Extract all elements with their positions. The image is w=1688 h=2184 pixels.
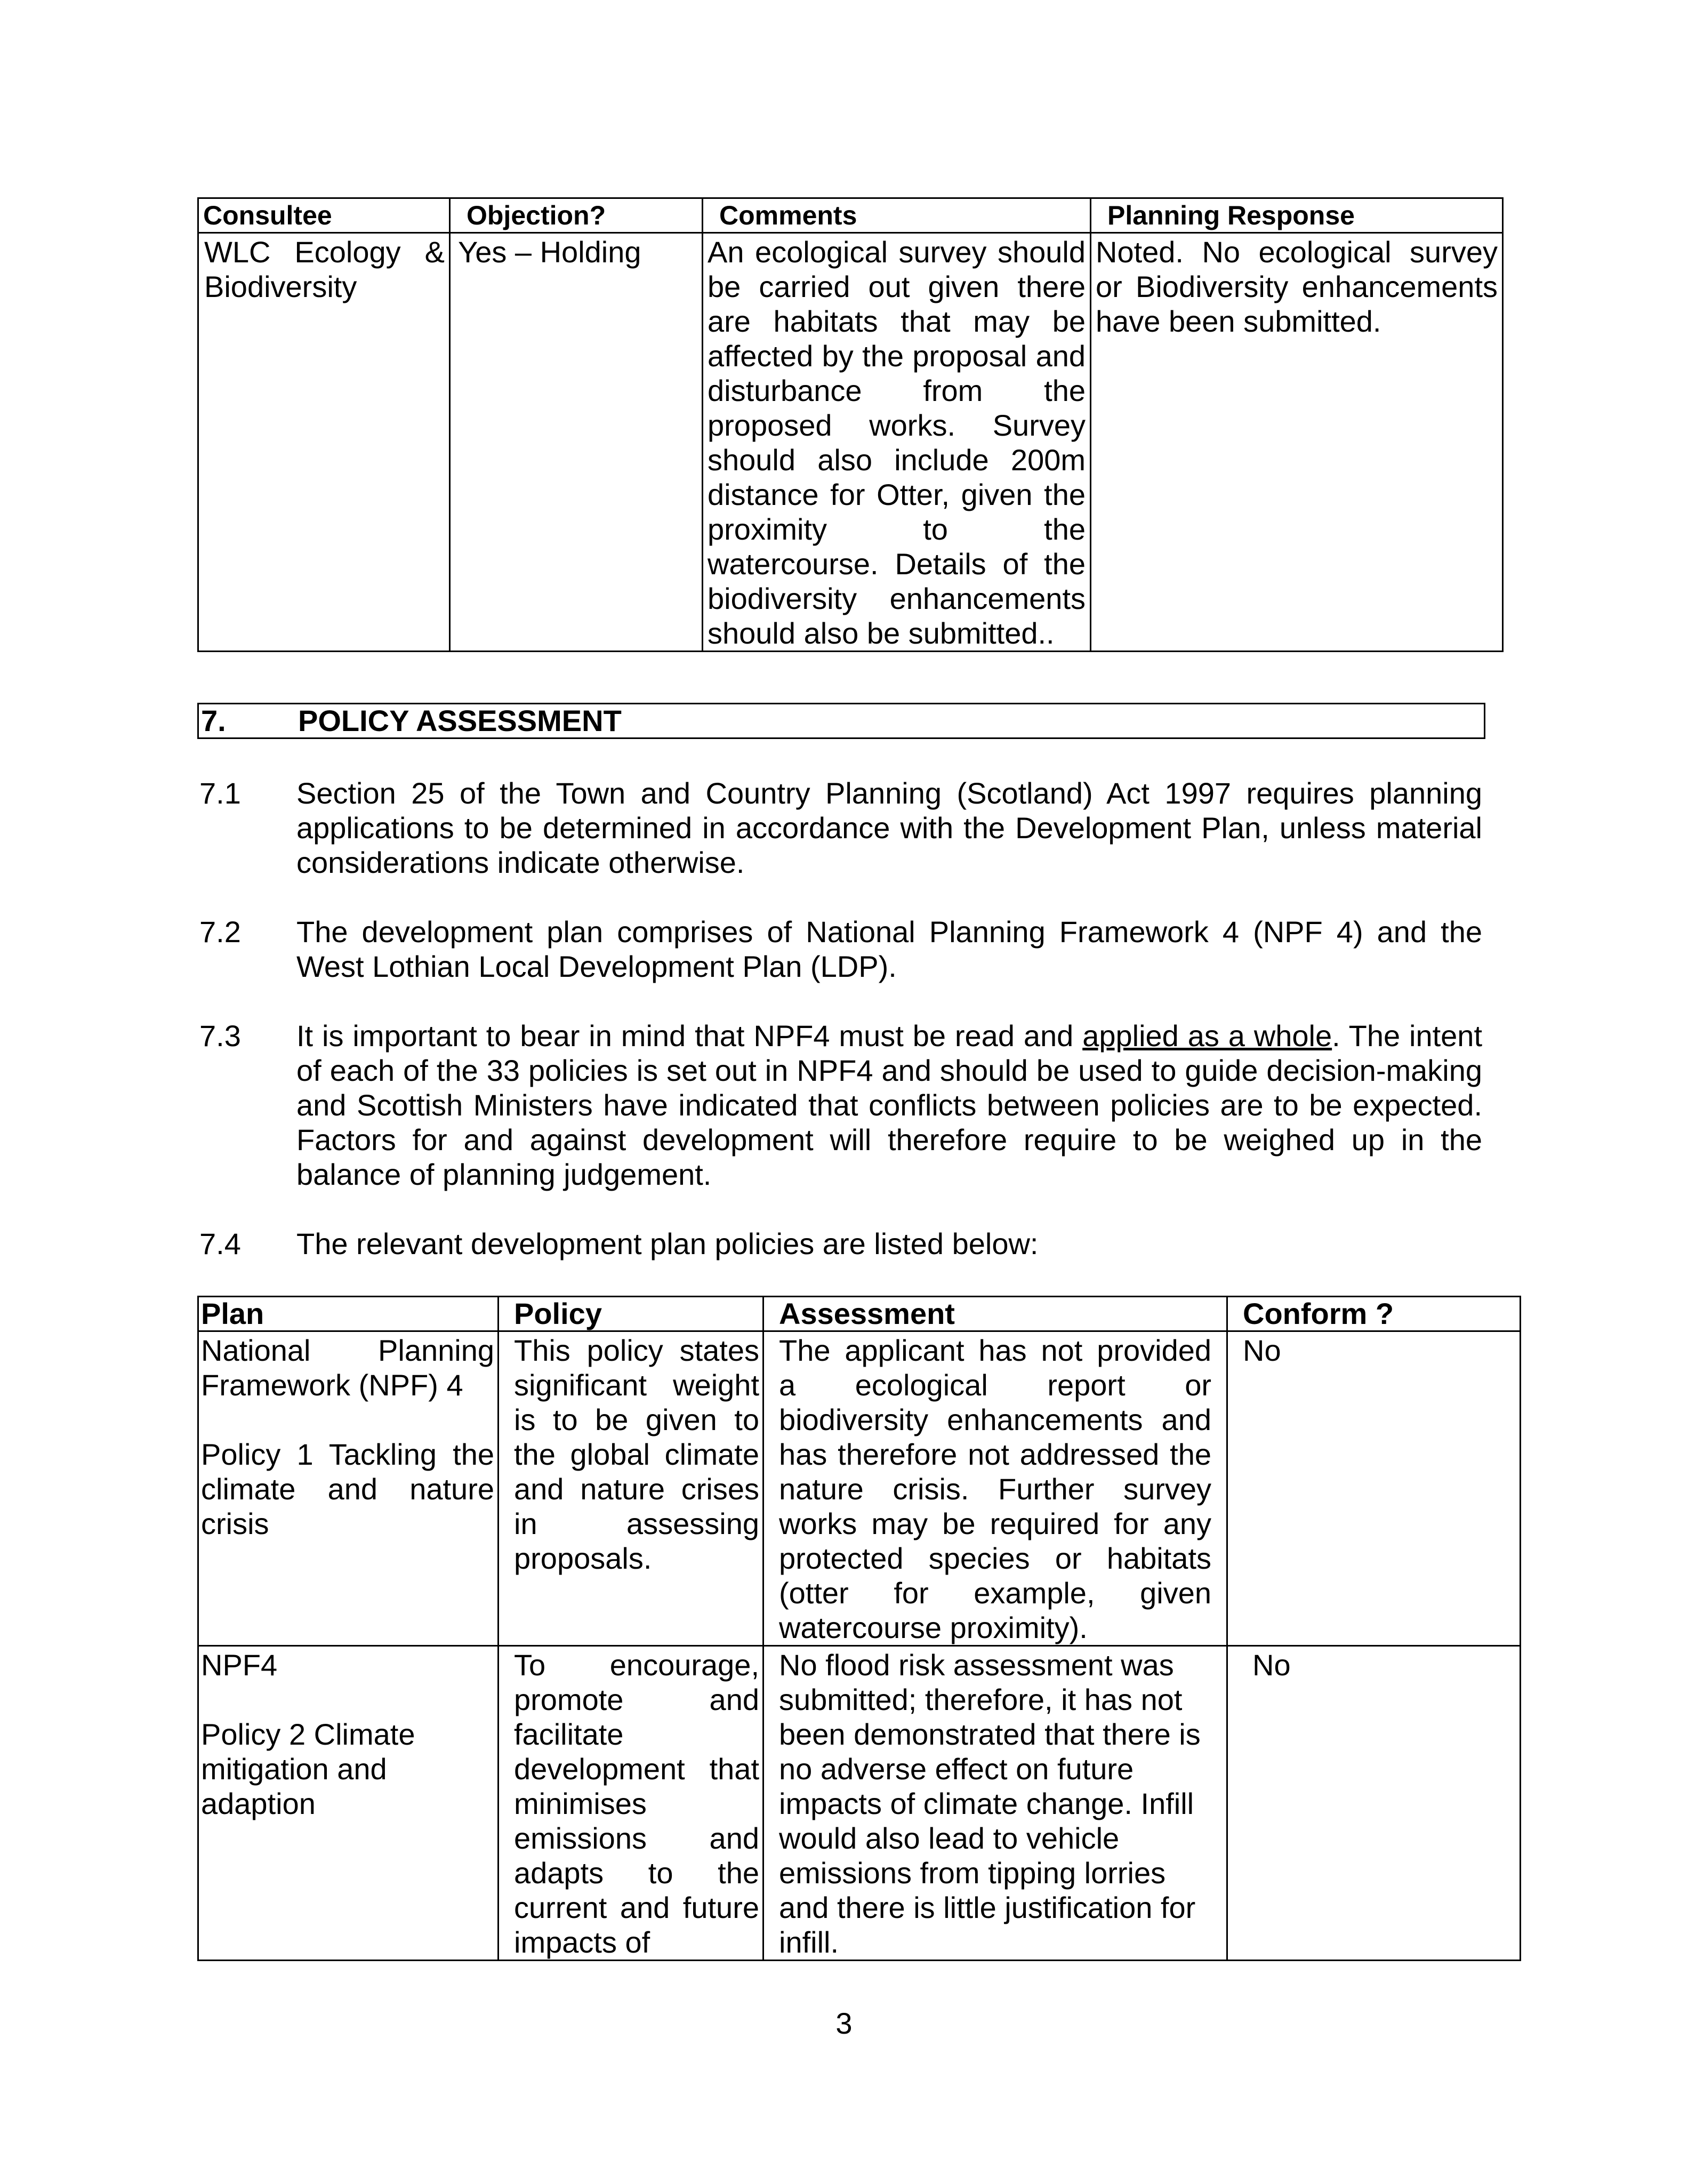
section-title: POLICY ASSESSMENT (298, 704, 622, 737)
table-row (198, 1646, 1521, 1961)
policy-table-header (198, 1297, 1521, 1331)
plan-cell (198, 1646, 499, 1961)
table-row (198, 233, 1503, 652)
paragraph-number: 7.3 (199, 1019, 241, 1053)
plan-policy: Policy 2 Climate mitigation and adaption (201, 1717, 415, 1820)
paragraph-7-4 (197, 1226, 1482, 1261)
header-planning-response: Planning Response (1091, 198, 1503, 233)
paragraph-text-part: It is important to bear in mind that NPF4 must be read and (296, 1019, 1083, 1053)
paragraph-7-1 (197, 776, 1482, 880)
plan-name: NPF4 (201, 1648, 278, 1682)
paragraph-text-part: . The intent of each of the 33 policies is set out in NPF4 and should be used to guide decision-making and Scottish Ministers have indicated that conflicts between policies are to be expected. Factors for and against development will therefore require to be weighed up in the balance of planning judgement. (296, 1019, 1483, 1191)
table-row (198, 1331, 1521, 1646)
page-number: 3 (835, 2006, 853, 2040)
paragraph-text: The relevant development plan policies are listed below: (296, 1227, 1039, 1260)
header-consultee: Consultee (198, 198, 450, 233)
header-assessment: Assessment (763, 1297, 1227, 1331)
paragraph-7-3 (197, 1018, 1482, 1192)
paragraph-number: 7.1 (199, 776, 241, 810)
objection-cell: Yes – Holding (450, 233, 703, 652)
header-policy: Policy (499, 1297, 763, 1331)
policy-cell: This policy states significant weight is to be given to the global climate and nature crises in assessing proposals. (499, 1331, 763, 1646)
consultee-table (197, 197, 1504, 652)
header-conform: Conform ? (1227, 1297, 1521, 1331)
paragraph-number: 7.2 (199, 915, 241, 949)
paragraph-text: The development plan comprises of National Planning Framework 4 (NPF 4) and the West Lothian Local Development Plan (LDP). (296, 915, 1482, 983)
consultee-table-header (198, 198, 1503, 233)
paragraph-number: 7.4 (199, 1227, 241, 1260)
header-plan: Plan (198, 1297, 499, 1331)
conform-cell: No (1227, 1646, 1521, 1961)
header-comments: Comments (703, 198, 1091, 233)
section-number: 7. (201, 704, 226, 737)
paragraph-7-2 (197, 914, 1482, 984)
plan-cell (198, 1331, 499, 1646)
plan-name: National Planning Framework (NPF) 4 (201, 1334, 494, 1402)
paragraph-text: Section 25 of the Town and Country Planning (Scotland) Act 1997 requires planning applications to be determined in accordance with the Development Plan, unless material considerations indicate otherwise. (296, 776, 1482, 879)
planning-response-cell: Noted. No ecological survey or Biodiversity enhancements have been submitted. (1091, 233, 1503, 652)
policy-cell: To encourage, promote and facilitate development that minimises emissions and adapts to the current and future impacts of (499, 1646, 763, 1961)
assessment-cell: The applicant has not provided a ecological report or biodiversity enhancements and has therefore not addressed the nature crisis. Further survey works may be required for any protected species or habitats (otter for example, given watercourse proximity). (763, 1331, 1227, 1646)
header-objection: Objection? (450, 198, 703, 233)
comments-cell: An ecological survey should be carried out given there are habitats that may be affected by the proposal and disturbance from the proposed works. Survey should also include 200m distance for Otter, given the proximity to the watercourse. Details of the biodiversity enhancements should also be submitted.. (703, 233, 1091, 652)
conform-cell: No (1227, 1331, 1521, 1646)
plan-policy: Policy 1 Tackling the climate and nature crisis (201, 1438, 494, 1540)
paragraph-text (296, 1018, 1482, 1192)
assessment-cell: No flood risk assessment was submitted; therefore, it has not been demonstrated that there is no adverse effect on future impacts of climate change. Infill would also lead to vehicle emissions from tipping lorries and there is little justification for infill. (763, 1646, 1227, 1961)
underlined-phrase: applied as a whole (1082, 1019, 1332, 1053)
section-heading (197, 703, 1485, 739)
policy-table (197, 1296, 1521, 1961)
consultee-cell: WLC Ecology & Biodiversity (198, 233, 450, 652)
